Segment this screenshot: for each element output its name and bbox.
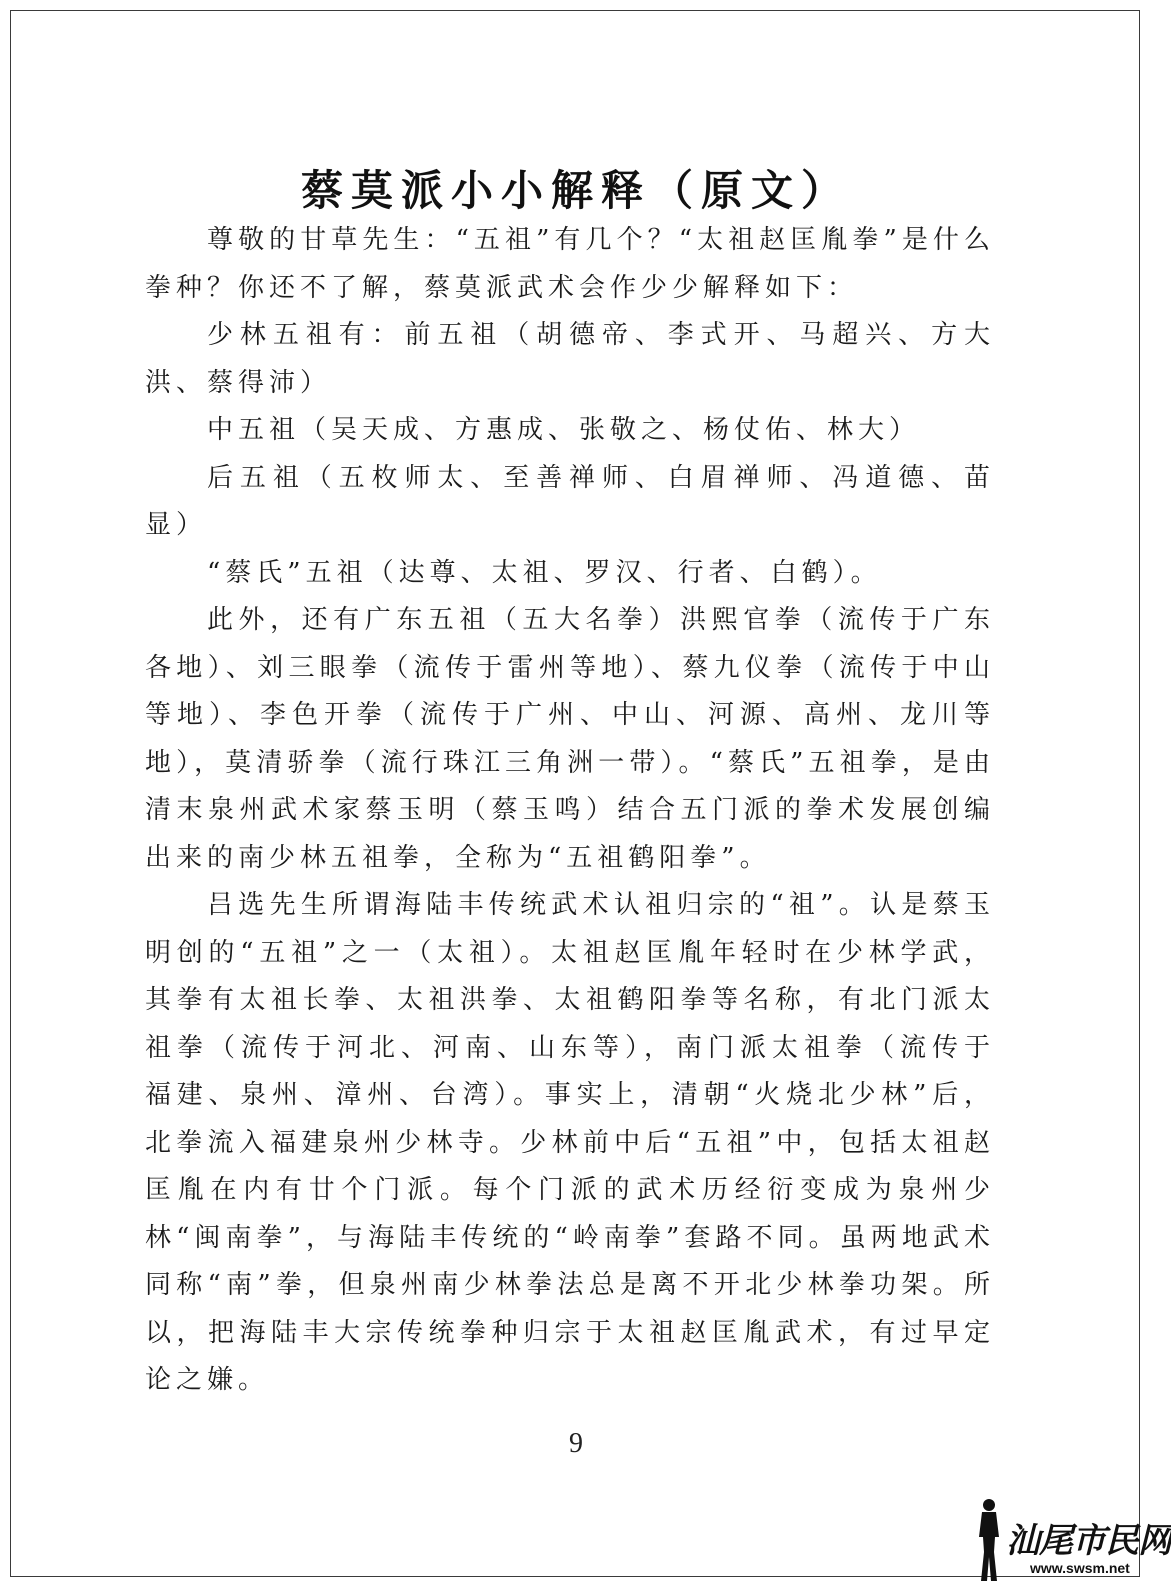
person-silhouette-icon bbox=[974, 1497, 1004, 1583]
paragraph-shaolin-first-five: 少林五祖有：前五祖（胡德帝、李式开、马超兴、方大洪、蔡得沛） bbox=[145, 320, 995, 398]
paragraph-intro: 尊敬的甘草先生：“五祖”有几个？“太祖赵匡胤拳”是什么拳种？你还不了解，蔡莫派武术会作少少解释如下： bbox=[145, 225, 995, 303]
paragraph-later-five: 后五祖（五枚师太、至善禅师、白眉禅师、冯道德、苗显） bbox=[145, 462, 995, 540]
paragraph-taizu: 吕选先生所谓海陆丰传统武术认祖归宗的“祖”。认是蔡玉明创的“五祖”之一（太祖）。太祖赵匡胤年轻时在少林学武，其拳有太祖长拳、太祖洪拳、太祖鹤阳拳等名称，有北门派太祖拳（流传于河北、河南、山东等），南门派太祖拳（流传于福建、泉州、漳州、台湾）。事实上，清朝“火烧北少林”后，北拳流入福建泉州少林寺。少林前中后“五祖”中，包括太祖赵匡胤在内有廿个门派。每个门派的武术历经衍变成为泉州少林“闽南拳”，与海陆丰传统的“岭南拳”套路不同。虽两地武术同称“南”拳，但泉州南少林拳法总是离不开北少林拳功架。所以，把海陆丰大宗传统拳种归宗于太祖赵匡胤武术，有过早定论之嫌。 bbox=[145, 890, 995, 1395]
paragraph-cai-five: “蔡氏”五祖（达尊、太祖、罗汉、行者、白鹤）。 bbox=[207, 557, 882, 588]
watermark-url: www.swsm.net bbox=[1030, 1560, 1130, 1576]
article-title: 蔡莫派小小解释（原文） bbox=[300, 166, 851, 215]
paragraph-guangdong-five: 此外，还有广东五祖（五大名拳）洪熙官拳（流传于广东各地）、刘三眼拳（流传于雷州等地）、蔡九仪拳（流传于中山等地）、李色开拳（流传于广州、中山、河源、高州、龙川等地），莫清骄拳（流行珠江三角洲一带）。“蔡氏”五祖拳，是由清末泉州武术家蔡玉明（蔡玉鸣）结合五门派的拳术发展创编出来的南少林五祖拳，全称为“五祖鹤阳拳”。 bbox=[145, 605, 995, 873]
site-watermark bbox=[970, 1495, 1171, 1585]
article-body bbox=[145, 217, 995, 1405]
page-number: 9 bbox=[569, 1428, 583, 1459]
paragraph-middle-five: 中五祖（吴天成、方惠成、张敬之、杨仗佑、林大） bbox=[207, 415, 921, 445]
watermark-site-name: 汕尾市民网 bbox=[1006, 1521, 1171, 1561]
